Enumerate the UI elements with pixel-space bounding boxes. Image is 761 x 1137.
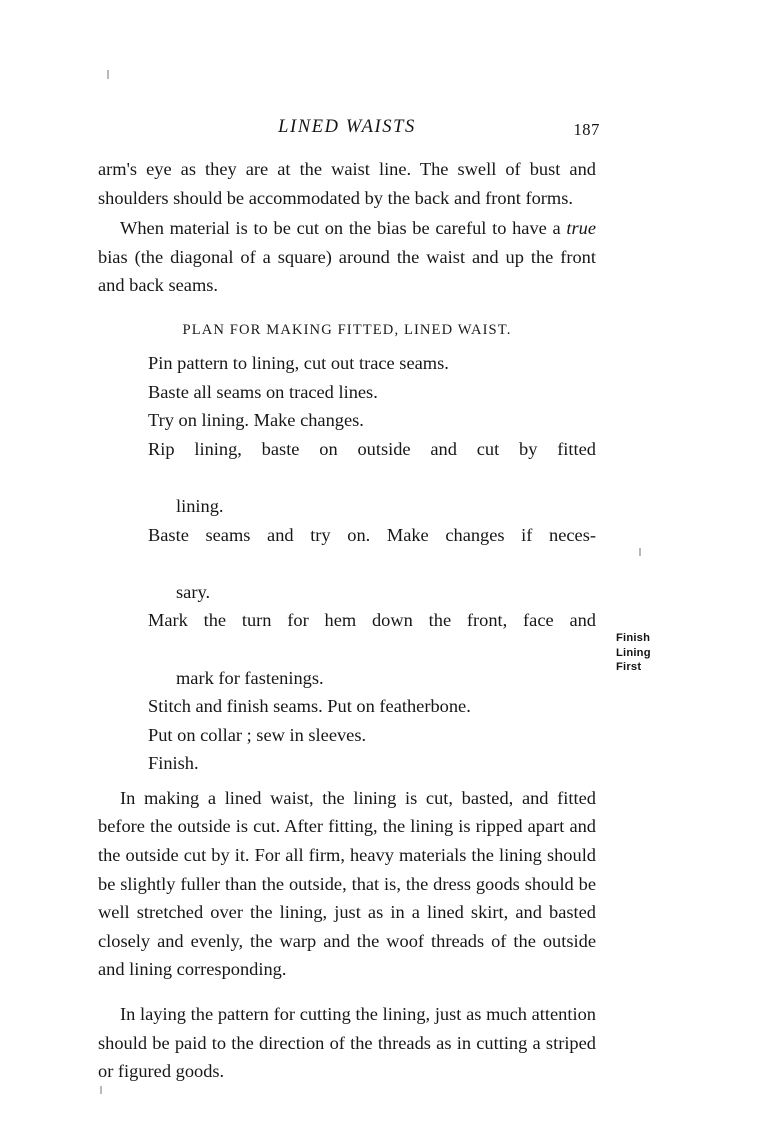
plan-step-text: Mark the turn for hem down the front, face and bbox=[148, 610, 596, 631]
list-item bbox=[98, 606, 596, 692]
list-item bbox=[98, 435, 596, 521]
text-block bbox=[98, 155, 596, 1086]
paragraph-lined-waist: In making a lined waist, the lining is cut, basted, and fitted before the outside is cut. After fitting, the lining is ripped apart and the outside cut by it. For all firm, heavy materials the lining should be slightly fuller than the outside, that is, the dress goods should be well stretched over the lining, just as in a lined skirt, and basted closely and evenly, the warp and the woof threads of the outside and lining corresponding. bbox=[98, 787, 596, 980]
paragraph-bias bbox=[98, 214, 596, 300]
emphasis-true: true bbox=[566, 218, 596, 239]
plan-step-text: Stitch and finish seams. Put on featherbone. bbox=[148, 696, 471, 717]
list-item bbox=[98, 521, 596, 607]
list-item bbox=[98, 721, 596, 750]
plan-step-text: Rip lining, baste on outside and cut by fitted bbox=[148, 438, 596, 459]
plan-step-list bbox=[98, 349, 596, 778]
list-item bbox=[98, 406, 596, 435]
page-speckle bbox=[107, 70, 109, 79]
paragraph-bias-part2: bias (the diagonal of a square) around the waist and up the front and back seams. bbox=[98, 246, 596, 296]
list-item bbox=[98, 349, 596, 378]
marginal-note-line: Lining bbox=[616, 646, 651, 659]
plan-step-continuation: mark for fastenings. bbox=[176, 667, 324, 688]
plan-step-text: Pin pattern to lining, cut out trace seams. bbox=[148, 352, 449, 373]
marginal-note-line: First bbox=[616, 661, 642, 673]
plan-step-continuation: sary. bbox=[176, 581, 211, 602]
list-item bbox=[98, 692, 596, 721]
plan-step-text: Finish. bbox=[148, 753, 199, 774]
page-speckle bbox=[639, 548, 641, 556]
paragraph-continued: arm's eye as they are at the waist line. The swell of bust and shoulders should be accommodated by the back and front forms. bbox=[98, 159, 596, 208]
plan-step-text: Put on collar ; sew in sleeves. bbox=[148, 724, 367, 745]
plan-step-text: Baste all seams on traced lines. bbox=[148, 381, 378, 402]
marginal-note bbox=[616, 631, 736, 675]
page-number: 187 bbox=[573, 120, 600, 139]
paragraph-laying-pattern: In laying the pattern for cutting the lining, just as much attention should be paid to the direction of the threads as in cutting a striped or figured goods. bbox=[98, 1004, 596, 1082]
plan-heading: PLAN FOR MAKING FITTED, LINED WAIST. bbox=[182, 321, 512, 338]
plan-step-text: Try on lining. Make changes. bbox=[148, 410, 364, 431]
plan-step-continuation: lining. bbox=[176, 495, 224, 516]
list-item bbox=[98, 378, 596, 407]
running-head: LINED WAISTS bbox=[278, 117, 416, 137]
marginal-note-line: Finish bbox=[616, 632, 651, 644]
page-speckle bbox=[100, 1086, 102, 1094]
list-item bbox=[98, 749, 596, 778]
paragraph-bias-part1: When material is to be cut on the bias be careful to have a bbox=[120, 218, 567, 239]
plan-step-text: Baste seams and try on. Make changes if neces- bbox=[148, 524, 596, 545]
